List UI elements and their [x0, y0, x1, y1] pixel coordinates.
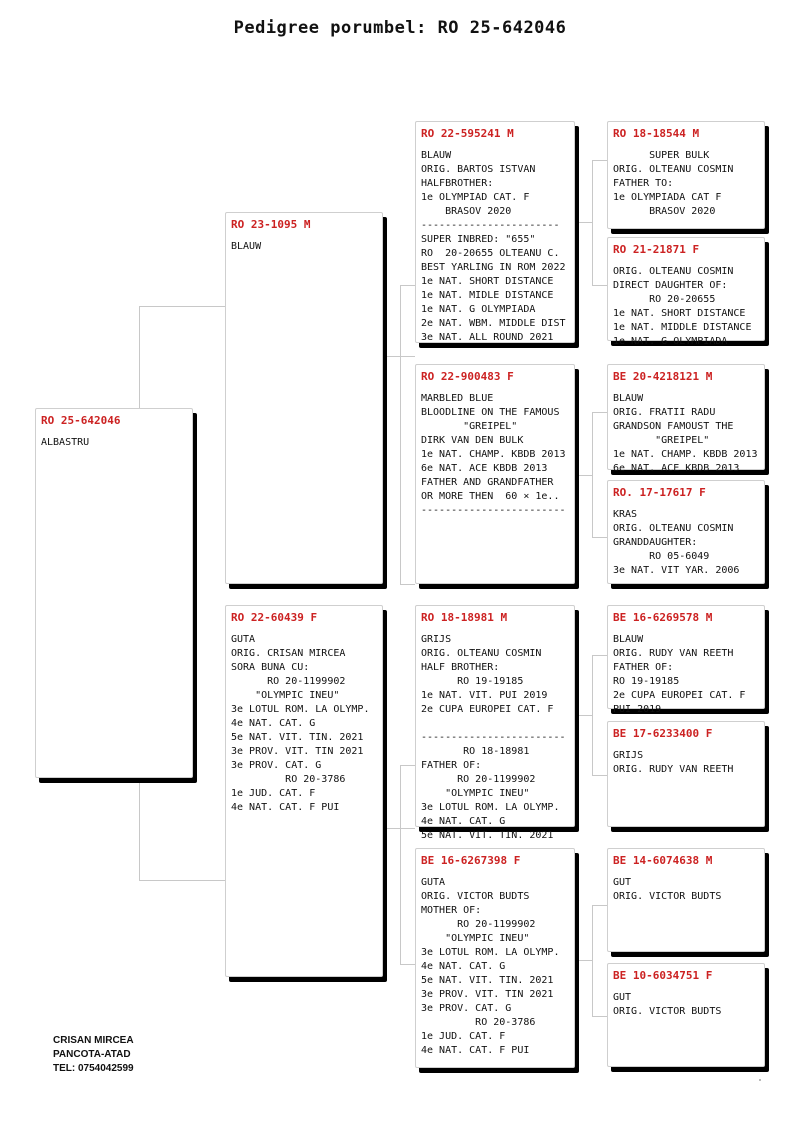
note-line: 3e PROV. VIT. TIN 2021 — [421, 989, 554, 1000]
note-line: MARBLED BLUE — [421, 393, 494, 404]
note-line: ALBASTRU — [41, 437, 90, 448]
note-line: 1e NAT. MIDLE DISTANCE — [421, 290, 554, 301]
connector-line — [383, 356, 415, 357]
note-line: DIRK VAN DEN BULK — [421, 435, 524, 446]
note-line: ORIG. RUDY VAN REETH — [613, 648, 734, 659]
note-line: 3e NAT. ALL ROUND 2021 — [421, 332, 554, 343]
note-line: 3e LOTUL ROM. LA OLYMP. — [421, 947, 560, 958]
connector-line — [592, 655, 593, 776]
sire-dam-sire-card[interactable] — [607, 364, 765, 474]
pigeon-notes — [613, 149, 764, 219]
note-line: MOTHER OF: — [421, 905, 482, 916]
note-line: ORIG. BARTOS ISTVAN — [421, 164, 536, 175]
connector-line — [575, 715, 592, 716]
connector-line — [592, 160, 607, 161]
note-line: ORIG. OLTEANU COSMIN — [421, 648, 542, 659]
note-line: 1e NAT. CHAMP. KBDB 2013 — [421, 449, 566, 460]
connector-line — [592, 412, 607, 413]
note-line: 1e NAT. VIT. PUI 2019 — [421, 690, 548, 701]
connector-line — [592, 905, 593, 1017]
connector-line — [139, 776, 140, 881]
pigeon-notes — [421, 149, 574, 345]
ring-number: BE 14-6074638 M — [613, 854, 713, 867]
note-line: GRANDSON FAMOUST THE — [613, 421, 734, 432]
note-line: RO 19-19185 — [613, 676, 680, 687]
note-line: 1e NAT. G OLYMPIADA — [421, 304, 536, 315]
note-line: 6e NAT. ACE KBDB 2013 — [613, 463, 740, 474]
note-line: GUTA — [421, 877, 446, 888]
sire-dam-card[interactable] — [415, 364, 575, 584]
note-line: 1e NAT. G OLYMPIADA — [613, 336, 728, 347]
dam-card[interactable] — [225, 605, 383, 977]
note-line: RO 20-3786 — [231, 774, 346, 785]
note-line: GRANDDAUGHTER: — [613, 537, 698, 548]
note-line: RO 20-20655 — [613, 294, 716, 305]
note-line: RO 20-1199902 — [231, 676, 346, 687]
note-line: 3e PROV. VIT. TIN 2021 — [231, 746, 364, 757]
note-line: 4e NAT. CAT. F PUI — [231, 802, 340, 813]
note-line: ORIG. FRATII RADU — [613, 407, 716, 418]
note-line: 3e PROV. CAT. G — [421, 1003, 512, 1014]
note-line: "GREIPEL" — [613, 435, 710, 446]
note-line: 3e PROV. CAT. G — [231, 760, 322, 771]
connector-line — [575, 960, 592, 961]
note-line: BLAUW — [421, 150, 452, 161]
note-line: SORA BUNA CU: — [231, 662, 310, 673]
note-line: 5e NAT. VIT. TIN. 2021 — [421, 975, 554, 986]
ring-number: BE 10-6034751 F — [613, 969, 713, 982]
ring-number: BE 16-6269578 M — [613, 611, 713, 624]
breeder-location: PANCOTA-ATAD — [53, 1049, 131, 1060]
note-line: RO 20-20655 OLTEANU C. — [421, 248, 560, 259]
note-line: ORIG. OLTEANU COSMIN — [613, 523, 734, 534]
note-line: "OLYMPIC INEU" — [231, 690, 340, 701]
sire-card[interactable] — [225, 212, 383, 584]
note-line: BLAUW — [613, 393, 644, 404]
note-line: "OLYMPIC INEU" — [421, 933, 530, 944]
note-line: 4e NAT. CAT. G — [421, 816, 506, 827]
dam-sire-card[interactable] — [415, 605, 575, 841]
note-line: ------------------------ — [421, 505, 566, 516]
note-line: 1e NAT. SHORT DISTANCE — [613, 308, 746, 319]
note-line: ORIG. VICTOR BUDTS — [421, 891, 530, 902]
note-line: "OLYMPIC INEU" — [421, 788, 530, 799]
note-line: 1e NAT. MIDDLE DISTANCE — [613, 322, 752, 333]
note-line: 6e NAT. ACE KBDB 2013 — [421, 463, 548, 474]
note-line: ORIG. CRISAN MIRCEA — [231, 648, 346, 659]
sire-dam-dam-card[interactable] — [607, 480, 765, 584]
note-line: 3e LOTUL ROM. LA OLYMP. — [231, 704, 370, 715]
note-line: GUT — [613, 877, 632, 888]
pigeon-notes — [613, 876, 764, 904]
note-line: GRIJS — [421, 634, 452, 645]
pigeon-notes — [613, 392, 764, 476]
note-line: ORIG. VICTOR BUDTS — [613, 1006, 722, 1017]
note-line: 1e NAT. CHAMP. KBDB 2013 — [613, 449, 758, 460]
note-line: 1e NAT. SHORT DISTANCE — [421, 276, 554, 287]
note-line: BRASOV 2020 — [613, 206, 716, 217]
note-line: RO 18-18981 — [421, 746, 530, 757]
note-line: "GREIPEL" — [421, 421, 518, 432]
ring-number: RO 18-18981 M — [421, 611, 508, 624]
connector-line — [592, 537, 607, 538]
ring-number: RO 22-900483 F — [421, 370, 514, 383]
connector-line — [575, 222, 592, 223]
connector-line — [139, 880, 225, 881]
note-line: OR MORE THEN 60 × 1e.. — [421, 491, 560, 502]
connector-line — [592, 775, 607, 776]
pigeon-notes — [41, 436, 192, 450]
note-line: BLOODLINE ON THE FAMOUS — [421, 407, 560, 418]
note-line: ORIG. OLTEANU COSMIN — [613, 164, 734, 175]
note-line: GRIJS — [613, 750, 644, 761]
ring-number: RO. 17-17617 F — [613, 486, 706, 499]
note-line: FATHER OF: — [613, 662, 674, 673]
note-line: BLAUW — [613, 634, 644, 645]
connector-line — [400, 285, 415, 286]
pigeon-notes — [613, 508, 764, 578]
note-line: SUPER INBRED: "655" — [421, 234, 536, 245]
note-line: BRASOV 2020 — [421, 206, 512, 217]
ring-number: BE 16-6267398 F — [421, 854, 521, 867]
pigeon-notes — [613, 265, 764, 349]
note-line: PUI 2019 — [613, 704, 662, 715]
note-line: 1e JUD. CAT. F — [421, 1031, 506, 1042]
pigeon-notes — [231, 240, 382, 254]
note-line: 1e JUD. CAT. F — [231, 788, 316, 799]
connector-line — [592, 655, 607, 656]
note-line: ORIG. RUDY VAN REETH — [613, 764, 734, 775]
note-line: RO 20-1199902 — [421, 919, 536, 930]
pigeon-notes — [613, 633, 764, 717]
note-line: GUTA — [231, 634, 256, 645]
connector-line — [400, 964, 415, 965]
connector-line — [400, 765, 401, 965]
note-line: FATHER OF: — [421, 760, 482, 771]
note-line: ORIG. VICTOR BUDTS — [613, 891, 722, 902]
connector-line — [592, 1016, 607, 1017]
note-line: DIRECT DAUGHTER OF: — [613, 280, 728, 291]
connector-line — [592, 160, 593, 286]
note-line: 3e NAT. VIT YAR. 2006 — [613, 565, 740, 576]
connector-line — [383, 828, 415, 829]
note-line: FATHER TO: — [613, 178, 674, 189]
note-line: 2e NAT. WBM. MIDDLE DIST — [421, 318, 566, 329]
ring-number: RO 22-595241 M — [421, 127, 514, 140]
connector-line — [400, 285, 401, 585]
note-line: 4e NAT. CAT. F PUI — [421, 1045, 530, 1056]
note-line: ------------------------ — [421, 732, 566, 743]
connector-line — [400, 765, 415, 766]
sire-sire-dam-card[interactable] — [607, 237, 765, 347]
sire-sire-sire-card[interactable] — [607, 121, 765, 229]
note-line: FATHER AND GRANDFATHER — [421, 477, 554, 488]
pigeon-notes — [231, 633, 382, 815]
note-line: 5e NAT. VIT. TIN. 2021 — [421, 830, 554, 841]
pigeon-notes — [613, 749, 764, 777]
dam-sire-sire-card[interactable] — [607, 605, 765, 715]
dam-sire-dam-card[interactable] — [607, 721, 765, 827]
ring-number: RO 21-21871 F — [613, 243, 700, 256]
note-line: 2e CUPA EUROPEI CAT. F — [613, 690, 746, 701]
ring-number: RO 22-60439 F — [231, 611, 318, 624]
note-line: 1e OLYMPIADA CAT F — [613, 192, 722, 203]
note-line: HALFBROTHER: — [421, 178, 494, 189]
connector-line — [592, 412, 593, 538]
page-title: Pedigree porumbel: RO 25-642046 — [233, 18, 567, 38]
ring-number: BE 20-4218121 M — [613, 370, 713, 383]
note-line — [421, 717, 574, 731]
note-line: 4e NAT. CAT. G — [421, 961, 506, 972]
note-line: ----------------------- — [421, 220, 560, 231]
note-line: ORIG. OLTEANU COSMIN — [613, 266, 734, 277]
pigeon-notes — [421, 392, 574, 518]
connector-line — [400, 584, 415, 585]
note-line: HALF BROTHER: — [421, 662, 500, 673]
connector-line — [575, 475, 592, 476]
note-line: BEST YARLING IN ROM 2022 — [421, 262, 566, 273]
note-line: 5e NAT. VIT. TIN. 2021 — [231, 732, 364, 743]
note-line: GUT — [613, 992, 632, 1003]
note-line: 2e CUPA EUROPEI CAT. F — [421, 704, 554, 715]
connector-line — [592, 285, 607, 286]
connector-line — [139, 306, 140, 408]
note-line: 3e LOTUL ROM. LA OLYMP. — [421, 802, 560, 813]
ring-number: RO 25-642046 — [41, 414, 121, 427]
subject-pigeon-card[interactable] — [35, 408, 193, 778]
note-line: SUPER BULK — [613, 150, 710, 161]
breeder-info — [53, 1034, 134, 1076]
note-line: RO 05-6049 — [613, 551, 710, 562]
decorative-dot — [759, 1079, 761, 1081]
note-line: 4e NAT. CAT. G — [231, 718, 316, 729]
dam-dam-sire-card[interactable] — [607, 848, 765, 952]
dam-dam-dam-card[interactable] — [607, 963, 765, 1067]
note-line: RO 20-3786 — [421, 1017, 536, 1028]
connector-line — [592, 905, 607, 906]
note-line: 1e OLYMPIAD CAT. F — [421, 192, 530, 203]
note-line: BLAUW — [231, 241, 262, 252]
ring-number: RO 18-18544 M — [613, 127, 700, 140]
dam-dam-card[interactable] — [415, 848, 575, 1068]
pigeon-notes — [421, 876, 574, 1058]
pigeon-notes — [421, 633, 574, 843]
note-line: KRAS — [613, 509, 638, 520]
ring-number: RO 23-1095 M — [231, 218, 311, 231]
pigeon-notes — [613, 991, 764, 1019]
sire-sire-card[interactable] — [415, 121, 575, 343]
note-line: RO 19-19185 — [421, 676, 524, 687]
note-line: RO 20-1199902 — [421, 774, 536, 785]
connector-line — [139, 306, 225, 307]
ring-number: BE 17-6233400 F — [613, 727, 713, 740]
breeder-phone: TEL: 0754042599 — [53, 1063, 134, 1074]
breeder-name: CRISAN MIRCEA — [53, 1035, 134, 1046]
